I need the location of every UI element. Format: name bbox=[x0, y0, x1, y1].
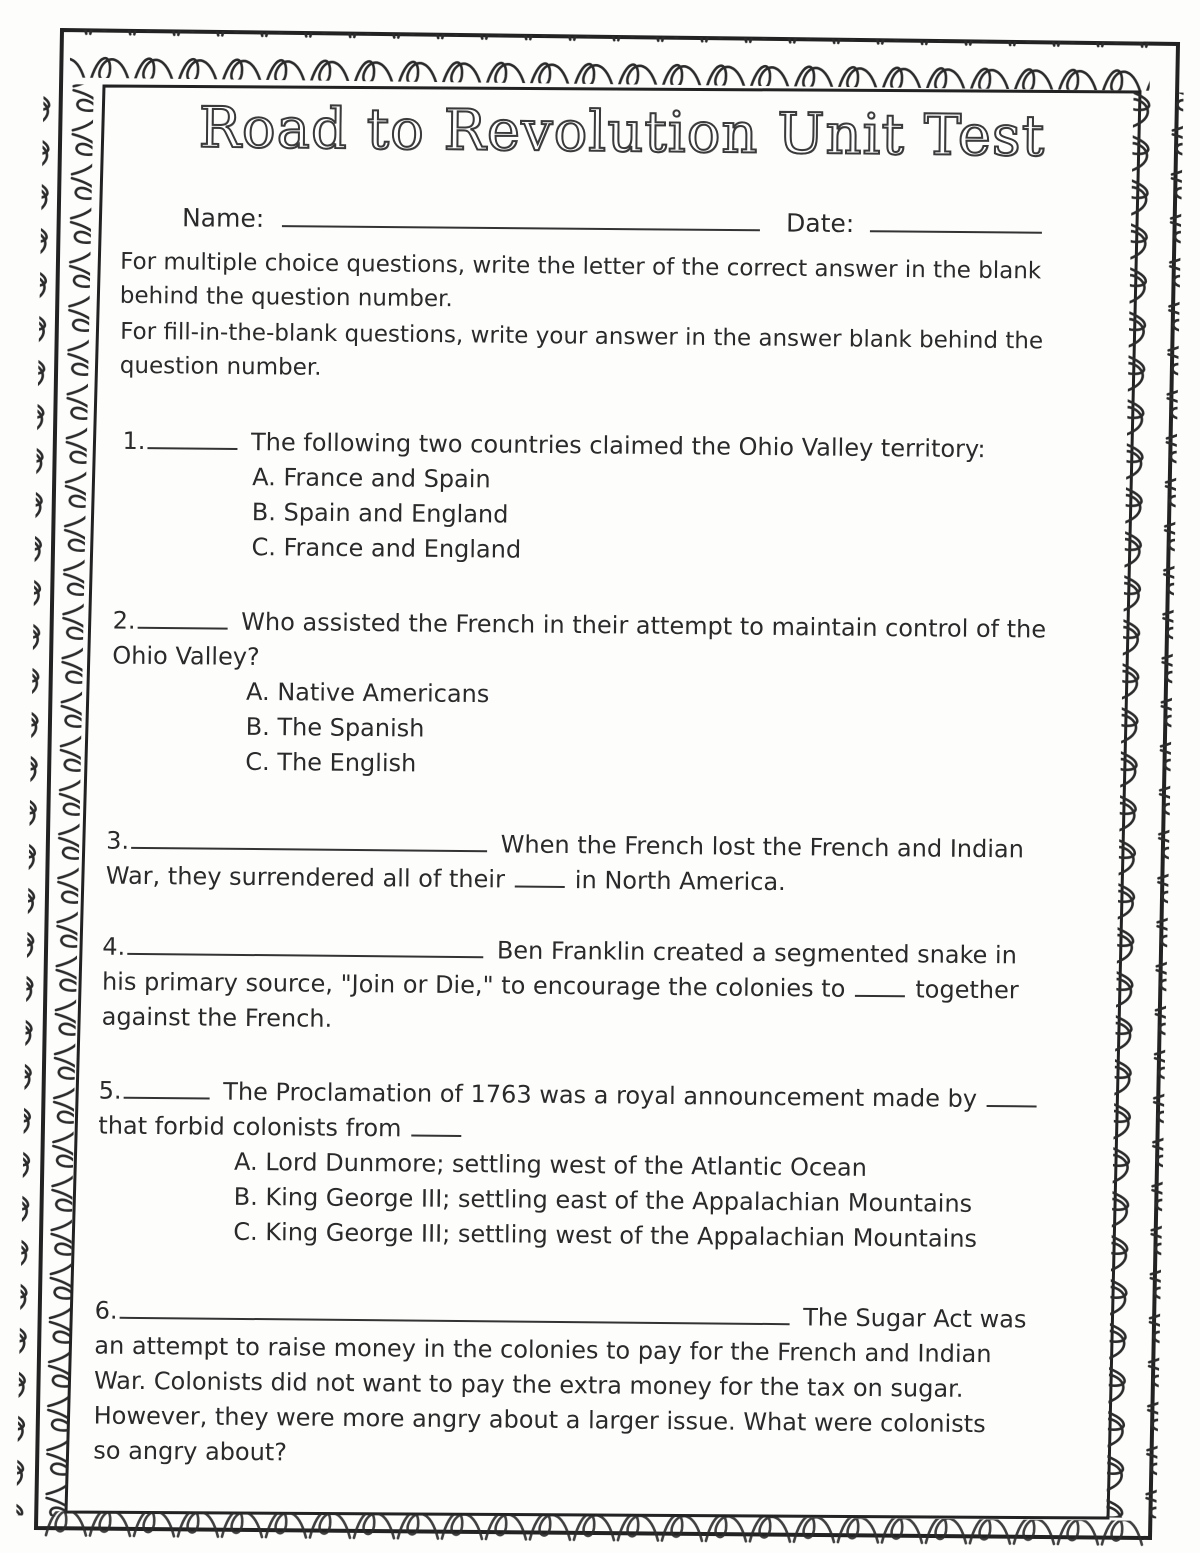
question-text: When the French lost the French and Indian bbox=[500, 830, 1025, 864]
option-b: B. Spain and England bbox=[251, 498, 509, 529]
option-a: A. Lord Dunmore; settling west of the Atlantic Ocean bbox=[233, 1147, 867, 1182]
option-c: C. King George III; settling west of the Appalachian Mountains bbox=[233, 1217, 978, 1253]
option-c: C. France and England bbox=[251, 533, 522, 564]
question-number: 3. bbox=[106, 826, 130, 855]
question-1 bbox=[121, 424, 985, 572]
question-text-cont: his primary source, "Join or Die," to encourage the colonies to bbox=[101, 967, 846, 1003]
question-text-line: an attempt to raise money in the colonies to pay for the French and Indian bbox=[94, 1331, 992, 1369]
page-title: Road to Revolution Unit Test bbox=[198, 95, 1046, 170]
answer-blank[interactable] bbox=[131, 846, 487, 852]
question-text: The Sugar Act was bbox=[803, 1303, 1027, 1334]
instructions-mc: For multiple choice questions, write the letter of the correct answer in the blank behind the question number. bbox=[119, 248, 1042, 313]
option-b: B. King George III; settling east of the Appalachian Mountains bbox=[233, 1182, 973, 1218]
question-text-end: in North America. bbox=[574, 866, 786, 897]
test-sheet bbox=[72, 92, 1134, 1510]
name-blank[interactable] bbox=[282, 224, 760, 231]
answer-blank[interactable] bbox=[127, 952, 483, 958]
question-4 bbox=[102, 930, 1020, 1044]
answer-blank[interactable] bbox=[138, 626, 228, 630]
option-a: A. France and Spain bbox=[252, 463, 491, 494]
question-text-cont: that forbid colonists from bbox=[98, 1111, 402, 1143]
answer-blank[interactable] bbox=[120, 1316, 790, 1325]
question-number: 4. bbox=[102, 932, 126, 961]
option-a: A. Native Americans bbox=[245, 677, 490, 709]
question-text-end: together bbox=[915, 975, 1019, 1005]
question-3 bbox=[106, 824, 1024, 903]
inline-blank bbox=[515, 885, 565, 888]
question-text: The following two countries claimed the Ohio Valley territory: bbox=[250, 428, 986, 464]
date-label: Date: bbox=[785, 208, 855, 239]
question-number: 6. bbox=[94, 1296, 118, 1325]
question-text-line: so angry about? bbox=[93, 1436, 288, 1467]
question-5 bbox=[97, 1073, 1043, 1257]
question-2 bbox=[111, 604, 1046, 788]
inline-blank bbox=[987, 1104, 1037, 1107]
question-number: 5. bbox=[98, 1076, 122, 1105]
question-text-cont: Ohio Valley? bbox=[112, 641, 260, 671]
question-text: The Proclamation of 1763 was a royal announcement made by bbox=[223, 1077, 978, 1113]
instructions-fib: For fill-in-the-blank questions, write your answer in the answer blank behind the question number. bbox=[119, 318, 1044, 381]
question-number: 2. bbox=[112, 606, 136, 635]
option-c: C. The English bbox=[245, 747, 417, 778]
inline-blank bbox=[411, 1133, 461, 1136]
name-date-row bbox=[182, 203, 1042, 240]
question-text: Who assisted the French in their attempt to maintain control of the bbox=[241, 607, 1047, 644]
answer-blank[interactable] bbox=[124, 1096, 210, 1100]
option-b: B. The Spanish bbox=[245, 712, 425, 743]
date-blank[interactable] bbox=[870, 229, 1042, 234]
question-text-line: War. Colonists did not want to pay the extra money for the tax on sugar. bbox=[93, 1366, 964, 1403]
question-number: 1. bbox=[122, 426, 146, 456]
question-text: Ben Franklin created a segmented snake in bbox=[496, 936, 1018, 970]
question-text-cont: War, they surrendered all of their bbox=[105, 861, 506, 894]
answer-blank[interactable] bbox=[147, 446, 237, 450]
question-6 bbox=[93, 1294, 1026, 1478]
inline-blank bbox=[855, 994, 905, 997]
question-text-line: However, they were more angry about a larger issue. What were colonists bbox=[93, 1401, 986, 1439]
question-text-last: against the French. bbox=[101, 1002, 333, 1033]
name-label: Name: bbox=[181, 203, 265, 233]
